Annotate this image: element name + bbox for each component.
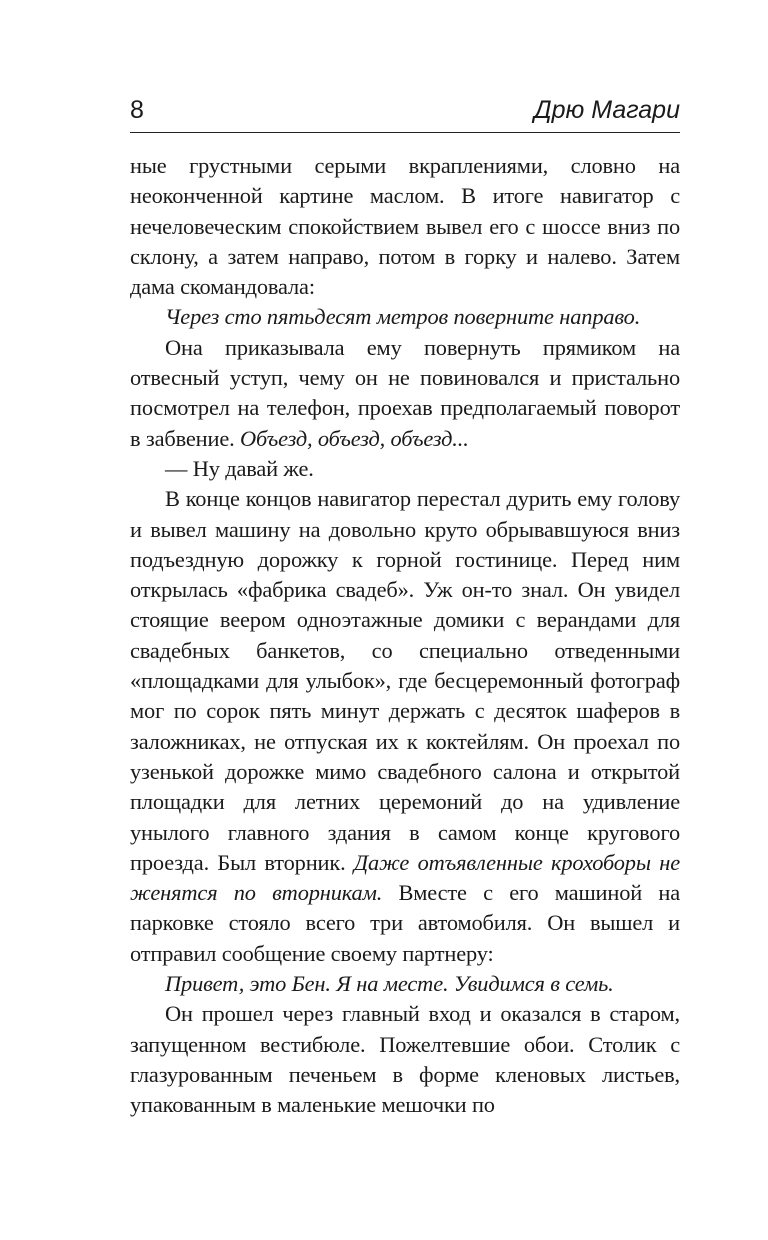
paragraph-text: Она приказывала ему повернуть прямиком на отвесный уступ, чему он не повиновался и пристально посмотрел на телефон, проехав предполагаемый поворот в забвение. xyxy=(130,334,680,451)
running-title: Дрю Магари xyxy=(533,96,680,124)
paragraph xyxy=(130,333,680,454)
running-header xyxy=(130,96,680,133)
paragraph-text: ные грустными серыми вкраплениями, словно на неоконченной картине маслом. В итоге навигатор с нечеловеческим спокойствием вывел его с шоссе вниз по склону, а затем направо, потом в горку и налево. Затем дама скомандовала: xyxy=(130,153,680,300)
book-page xyxy=(130,96,680,1121)
paragraph-text: Вместе с его машиной на парковке стояло всего три автомобиля. Он вышел и отправил сообщение своему партнеру: xyxy=(130,880,680,966)
paragraph-text: В конце концов навигатор перестал дурить ему голову и вывел машину на довольно круто обрывавшуюся вниз подъездную дорожку к горной гостинице. Перед ним открылась «фабрика свадеб». Уж он-то знал. Он увидел стоящие веером одноэтажные домики с верандами для свадебных банкетов, со специально отведенными «площадками для улыбок», где бесцеремонный фотограф мог по сорок пять минут держать с десяток шаферов в заложниках, не отпуская их к коктейлям. Он проехал по узенькой дорожке мимо свадебного салона и открытой площадки для летних церемоний до на удивление унылого главного здания в самом конце кругового проезда. Был вторник. xyxy=(130,486,680,875)
dialogue-text: — Ну давай же. xyxy=(165,455,314,481)
body-text xyxy=(130,151,680,1121)
paragraph xyxy=(130,151,680,302)
paragraph xyxy=(130,484,680,969)
message-quote xyxy=(130,969,680,999)
paragraph xyxy=(130,999,680,1120)
page-number: 8 xyxy=(130,96,144,124)
italic-text: Даже отъявленные крохоборы не женятся по вторникам. xyxy=(130,849,680,906)
italic-text: Объезд, объезд, объезд... xyxy=(240,425,469,451)
dialogue-line xyxy=(130,454,680,484)
quote-text: Через сто пятьдесят метров поверните направо. xyxy=(165,304,641,330)
navigator-quote xyxy=(130,302,680,332)
paragraph-text: Он прошел через главный вход и оказался в старом, запущенном вестибюле. Пожелтевшие обои. Столик с глазурованным печеньем в форме кленовых листьев, упакованным в маленькие мешочки по xyxy=(130,1001,680,1118)
quote-text: Привет, это Бен. Я на месте. Увидимся в семь. xyxy=(165,971,614,997)
